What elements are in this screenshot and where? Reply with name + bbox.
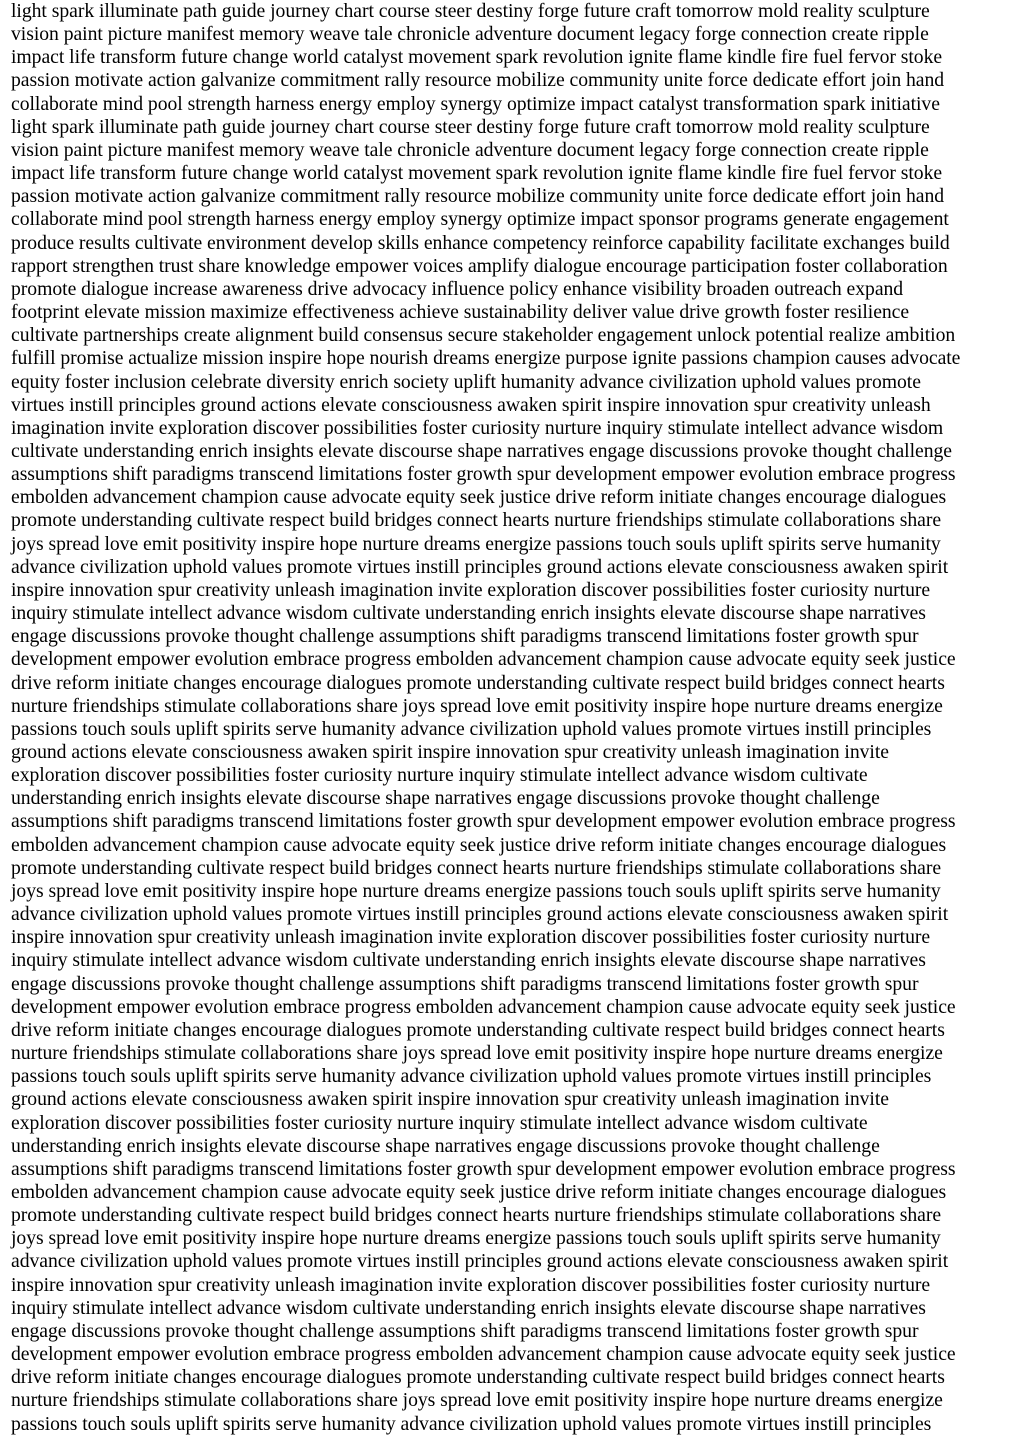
text-line: assumptions shift paradigms transcend limitations foster growth spur development empower evolution embrace progress — [11, 1157, 956, 1180]
text-line: ground actions elevate consciousness awaken spirit inspire innovation spur creativity unleash imagination invite — [11, 741, 889, 763]
text-line: inspire innovation spur creativity unleash imagination invite exploration discover possibilities foster curiosity nurture — [11, 926, 931, 949]
text-line: understanding enrich insights elevate discourse shape narratives engage discussions provoke thought challenge — [11, 1134, 880, 1157]
text-line: engage discussions provoke thought challenge assumptions shift paradigms transcend limitations foster growth spur — [11, 972, 919, 995]
text-line: drive reform initiate changes encourage dialogues promote understanding cultivate respect build bridges connect hearts — [11, 1366, 945, 1389]
text-line: cultivate understanding enrich insights elevate discourse shape narratives engage discussions provoke thought challenge — [11, 439, 952, 462]
text-line: advance civilization uphold values promote virtues instill principles ground actions elevate consciousness awaken spirit — [11, 1250, 949, 1273]
text-line: engage discussions provoke thought challenge assumptions shift paradigms transcend limitations foster growth spur — [11, 1319, 919, 1342]
text-line: collaborate mind pool strength harness energy employ synergy optimize impact catalyst transformation spark initiative — [11, 92, 940, 115]
text-line: collaborate mind pool strength harness energy employ synergy optimize impact sponsor programs generate engagement — [11, 208, 949, 231]
text-line: virtues instill principles ground actions elevate consciousness awaken spirit inspire innovation spur creativity unleash — [11, 393, 931, 416]
text-line: drive reform initiate changes encourage dialogues promote understanding cultivate respect build bridges connect hearts — [11, 1018, 945, 1041]
text-line: joys spread love emit positivity inspire hope nurture dreams energize passions touch souls uplift spirits serve humanity — [11, 532, 941, 555]
text-line: inquiry stimulate intellect advance wisdom cultivate understanding enrich insights elevate discourse shape narratives — [11, 949, 926, 972]
text-line: exploration discover possibilities foster curiosity nurture inquiry stimulate intellect advance wisdom cultivate — [11, 764, 868, 787]
text-line: fulfill promise actualize mission inspire hope nourish dreams energize purpose ignite passions champion causes advocate — [11, 347, 961, 370]
text-line: inquiry stimulate intellect advance wisdom cultivate understanding enrich insights elevate discourse shape narratives — [11, 1296, 926, 1319]
text-line: embolden advancement champion cause advocate equity seek justice drive reform initiate changes encourage dialogues — [11, 833, 947, 856]
text-line: development empower evolution embrace progress embolden advancement champion cause advocate equity seek justice — [11, 995, 956, 1018]
text-line: promote dialogue increase awareness drive advocacy influence policy enhance visibility broaden outreach expand — [11, 277, 904, 300]
text-line: development empower evolution embrace progress embolden advancement champion cause advocate equity seek justice — [11, 648, 956, 671]
text-line: inspire innovation spur creativity unleash imagination invite exploration discover possibilities foster curiosity nurture — [11, 578, 931, 601]
text-line: embolden advancement champion cause advocate equity seek justice drive reform initiate changes encourage dialogues — [11, 1180, 947, 1203]
text-line: joys spread love emit positivity inspire hope nurture dreams energize passions touch souls uplift spirits serve humanity — [11, 1227, 941, 1250]
text-line: produce results cultivate environment develop skills enhance competency reinforce capability facilitate exchanges build — [11, 231, 950, 254]
text-line: engage discussions provoke thought challenge assumptions shift paradigms transcend limitations foster growth spur — [11, 625, 919, 648]
text-line: passions touch souls uplift spirits serve humanity advance civilization uphold values promote virtues instill principles — [11, 1412, 932, 1435]
text-line: light spark illuminate path guide journey chart course steer destiny forge future craft tomorrow mold reality sculpture — [11, 0, 930, 22]
text-line: nurture friendships stimulate collaborations share joys spread love emit positivity inspire hope nurture dreams energize — [11, 1042, 943, 1065]
text-line: nurture friendships stimulate collaborations share joys spread love emit positivity inspire hope nurture dreams energize — [11, 1389, 943, 1412]
text-line: joys spread love emit positivity inspire hope nurture dreams energize passions touch souls uplift spirits serve humanity — [11, 879, 941, 902]
text-line: nurture friendships stimulate collaborations share joys spread love emit positivity inspire hope nurture dreams energize — [11, 694, 943, 717]
text-line: vision paint picture manifest memory weave tale chronicle adventure document legacy forge connection create ripple — [11, 138, 929, 161]
text-line: exploration discover possibilities foster curiosity nurture inquiry stimulate intellect advance wisdom cultivate — [11, 1111, 868, 1134]
text-line: rapport strengthen trust share knowledge empower voices amplify dialogue encourage participation foster collaboration — [11, 254, 948, 277]
text-line: understanding enrich insights elevate discourse shape narratives engage discussions provoke thought challenge — [11, 787, 880, 810]
text-line: impact life transform future change world catalyst movement spark revolution ignite flame kindle fire fuel fervor stoke — [11, 162, 943, 185]
text-line: assumptions shift paradigms transcend limitations foster growth spur development empower evolution embrace progress — [11, 463, 956, 486]
text-line: promote understanding cultivate respect build bridges connect hearts nurture friendships stimulate collaborations share — [11, 1204, 942, 1227]
text-line: passions touch souls uplift spirits serve humanity advance civilization uphold values promote virtues instill principles — [11, 1065, 932, 1088]
text-line: assumptions shift paradigms transcend limitations foster growth spur development empower evolution embrace progress — [11, 810, 956, 833]
body-text — [11, 0, 1014, 1436]
text-line: equity foster inclusion celebrate diversity enrich society uplift humanity advance civilization uphold values promote — [11, 370, 921, 393]
text-line: promote understanding cultivate respect build bridges connect hearts nurture friendships stimulate collaborations share — [11, 856, 942, 879]
text-line: footprint elevate mission maximize effectiveness achieve sustainability deliver value drive growth foster resilience — [11, 301, 910, 324]
text-line: inspire innovation spur creativity unleash imagination invite exploration discover possibilities foster curiosity nurture — [11, 1273, 931, 1296]
text-line: vision paint picture manifest memory weave tale chronicle adventure document legacy forge connection create ripple — [11, 23, 929, 46]
text-line: drive reform initiate changes encourage dialogues promote understanding cultivate respect build bridges connect hearts — [11, 671, 945, 694]
text-line: passions touch souls uplift spirits serve humanity advance civilization uphold values promote virtues instill principles — [11, 717, 932, 740]
text-line: passion motivate action galvanize commitment rally resource mobilize community unite force dedicate effort join hand — [11, 185, 945, 208]
text-line: inquiry stimulate intellect advance wisdom cultivate understanding enrich insights elevate discourse shape narratives — [11, 602, 926, 625]
text-line: advance civilization uphold values promote virtues instill principles ground actions elevate consciousness awaken spirit — [11, 903, 949, 926]
text-line: promote understanding cultivate respect build bridges connect hearts nurture friendships stimulate collaborations share — [11, 509, 942, 532]
text-line: development empower evolution embrace progress embolden advancement champion cause advocate equity seek justice — [11, 1343, 956, 1366]
text-line: light spark illuminate path guide journey chart course steer destiny forge future craft tomorrow mold reality sculpture — [11, 115, 930, 138]
text-line: impact life transform future change world catalyst movement spark revolution ignite flame kindle fire fuel fervor stoke — [11, 46, 943, 69]
text-line: passion motivate action galvanize commitment rally resource mobilize community unite force dedicate effort join hand — [11, 69, 945, 92]
text-line: advance civilization uphold values promote virtues instill principles ground actions elevate consciousness awaken spirit — [11, 555, 949, 578]
text-line: embolden advancement champion cause advocate equity seek justice drive reform initiate changes encourage dialogues — [11, 486, 947, 509]
text-line: ground actions elevate consciousness awaken spirit inspire innovation spur creativity unleash imagination invite — [11, 1088, 889, 1111]
text-line: cultivate partnerships create alignment build consensus secure stakeholder engagement unlock potential realize ambition — [11, 324, 956, 347]
text-line: imagination invite exploration discover possibilities foster curiosity nurture inquiry stimulate intellect advance wisdom — [11, 416, 944, 439]
